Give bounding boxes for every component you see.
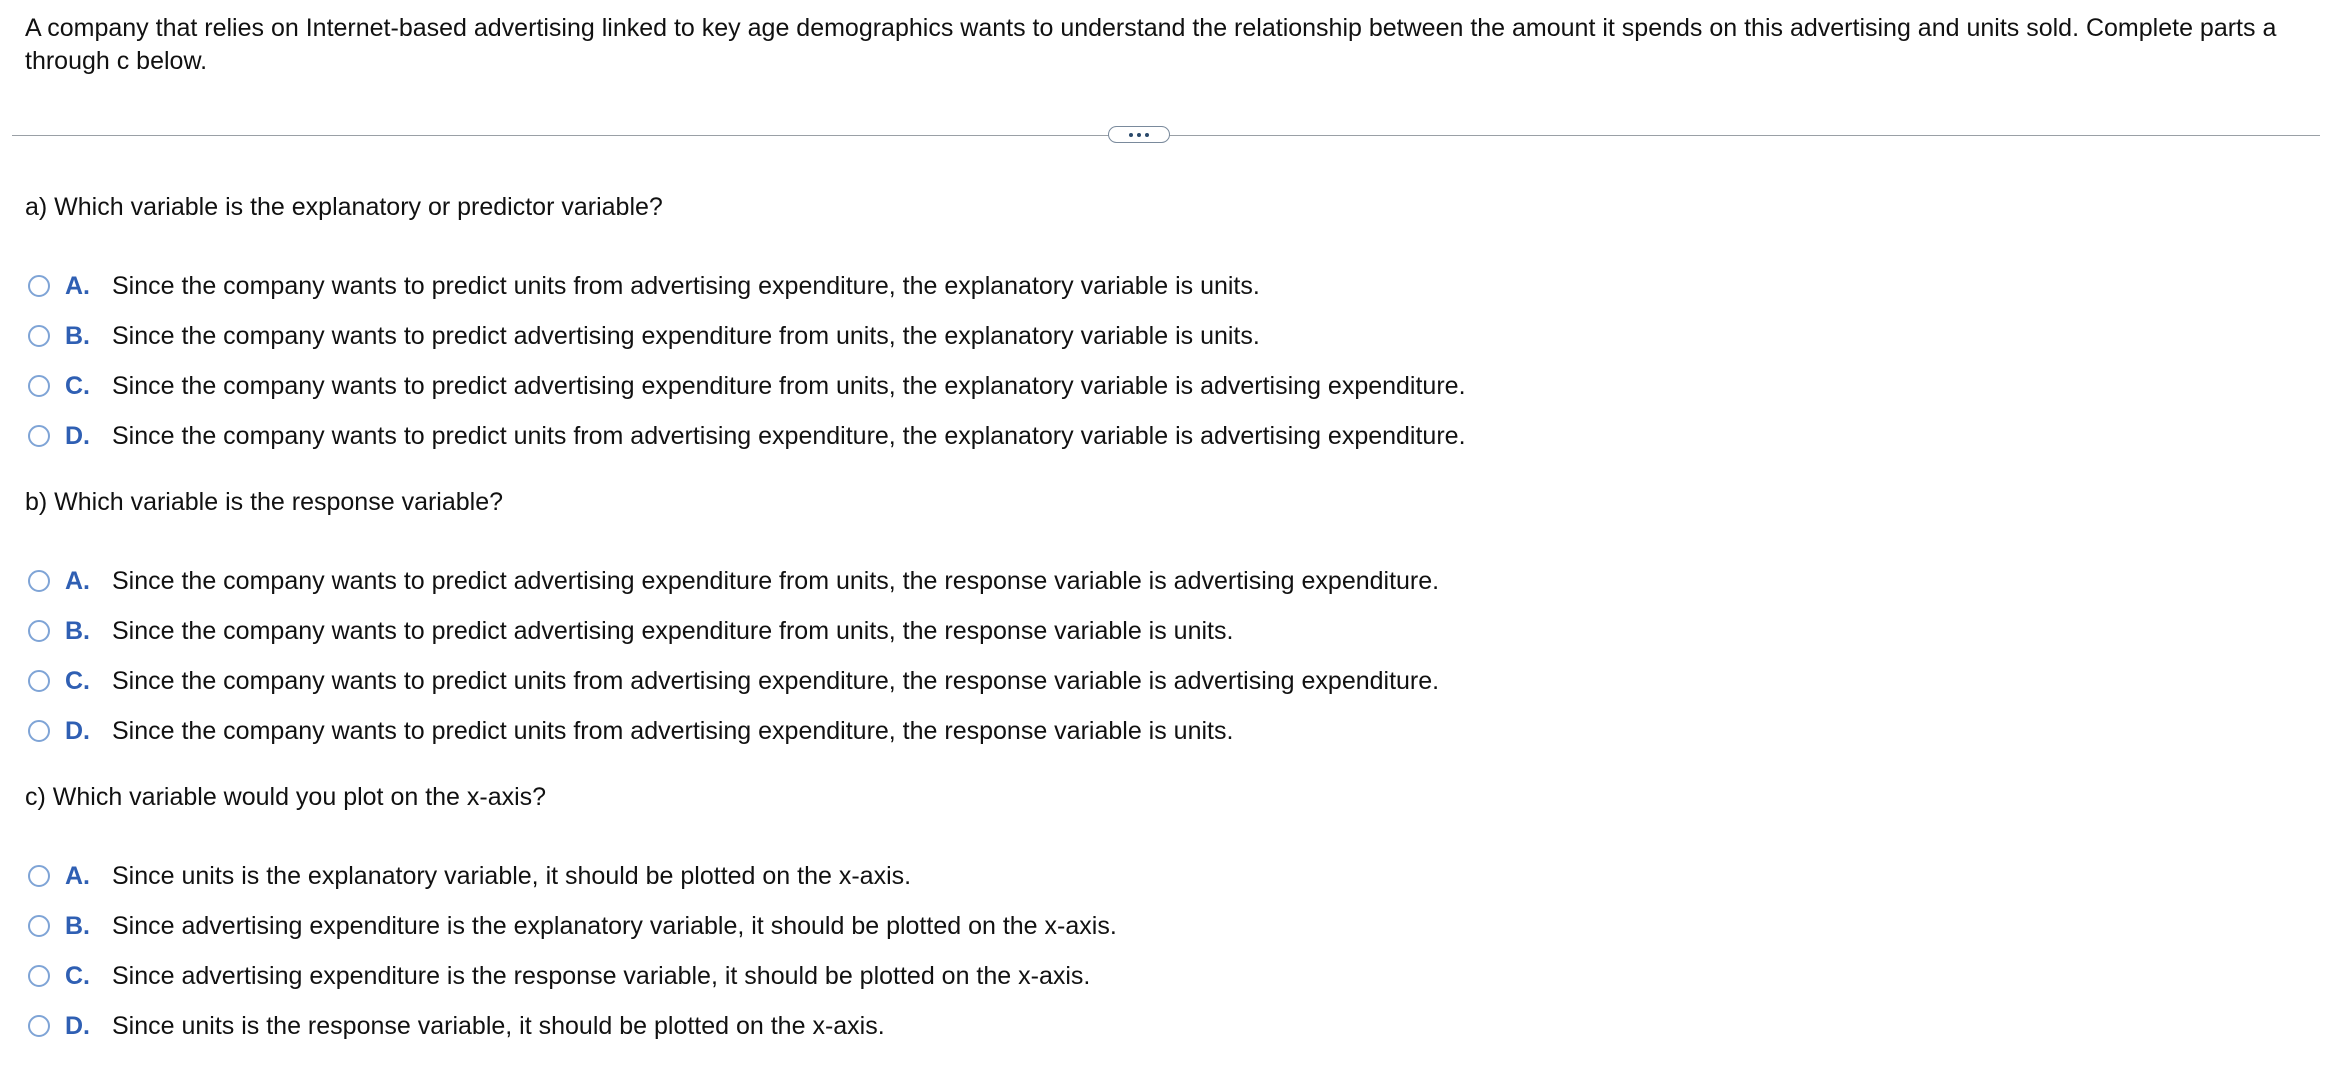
option-letter: D. xyxy=(65,1011,90,1040)
option-letter: D. xyxy=(65,421,90,450)
option-text: Since units is the response variable, it should be plotted on the x-axis. xyxy=(112,1011,885,1040)
option-text: Since units is the explanatory variable, it should be plotted on the x-axis. xyxy=(112,861,912,890)
option-letter: B. xyxy=(65,911,90,940)
option-text: Since the company wants to predict advertising expenditure from units, the response variable is advertising expenditure. xyxy=(112,566,1440,595)
ellipsis-icon xyxy=(1129,133,1133,137)
option-b-B[interactable] xyxy=(28,615,1233,647)
option-text: Since the company wants to predict units from advertising expenditure, the response variable is advertising expenditure. xyxy=(112,666,1440,695)
option-letter: C. xyxy=(65,666,90,695)
radio-button[interactable] xyxy=(28,375,50,397)
radio-button[interactable] xyxy=(28,425,50,447)
radio-button[interactable] xyxy=(28,915,50,937)
radio-button[interactable] xyxy=(28,570,50,592)
option-a-A[interactable] xyxy=(28,270,1260,302)
option-letter: D. xyxy=(65,716,90,745)
option-c-D[interactable] xyxy=(28,1010,885,1042)
radio-button[interactable] xyxy=(28,865,50,887)
question-c: c) Which variable would you plot on the x-axis? xyxy=(25,783,547,811)
option-letter: A. xyxy=(65,566,90,595)
option-letter: C. xyxy=(65,961,90,990)
radio-button[interactable] xyxy=(28,620,50,642)
option-b-A[interactable] xyxy=(28,565,1439,597)
option-text: Since advertising expenditure is the response variable, it should be plotted on the x-axis. xyxy=(112,961,1091,990)
option-a-D[interactable] xyxy=(28,420,1466,452)
option-c-B[interactable] xyxy=(28,910,1117,942)
option-text: Since the company wants to predict advertising expenditure from units, the explanatory variable is units. xyxy=(112,321,1260,350)
ellipsis-icon xyxy=(1145,133,1149,137)
expand-more-button[interactable] xyxy=(1108,126,1170,143)
option-text: Since advertising expenditure is the explanatory variable, it should be plotted on the x-axis. xyxy=(112,911,1117,940)
radio-button[interactable] xyxy=(28,1015,50,1037)
option-text: Since the company wants to predict advertising expenditure from units, the explanatory variable is advertising expenditure. xyxy=(112,371,1466,400)
option-text: Since the company wants to predict units from advertising expenditure, the explanatory variable is units. xyxy=(112,271,1260,300)
radio-button[interactable] xyxy=(28,275,50,297)
option-letter: A. xyxy=(65,271,90,300)
ellipsis-icon xyxy=(1137,133,1141,137)
option-letter: B. xyxy=(65,321,90,350)
question-a: a) Which variable is the explanatory or predictor variable? xyxy=(25,193,663,221)
option-c-A[interactable] xyxy=(28,860,911,892)
option-letter: B. xyxy=(65,616,90,645)
option-a-B[interactable] xyxy=(28,320,1260,352)
question-b: b) Which variable is the response variable? xyxy=(25,488,504,516)
option-text: Since the company wants to predict units from advertising expenditure, the explanatory variable is advertising expenditure. xyxy=(112,421,1466,450)
option-letter: A. xyxy=(65,861,90,890)
option-b-C[interactable] xyxy=(28,665,1439,697)
option-b-D[interactable] xyxy=(28,715,1233,747)
option-a-C[interactable] xyxy=(28,370,1466,402)
radio-button[interactable] xyxy=(28,720,50,742)
option-letter: C. xyxy=(65,371,90,400)
option-c-C[interactable] xyxy=(28,960,1090,992)
radio-button[interactable] xyxy=(28,965,50,987)
radio-button[interactable] xyxy=(28,325,50,347)
option-text: Since the company wants to predict units from advertising expenditure, the response variable is units. xyxy=(112,716,1234,745)
problem-intro: A company that relies on Internet-based advertising linked to key age demographics wants to understand the relationship between the amount it spends on this advertising and units sold. Complete parts a through c below. xyxy=(25,14,2277,75)
option-text: Since the company wants to predict advertising expenditure from units, the response variable is units. xyxy=(112,616,1234,645)
radio-button[interactable] xyxy=(28,670,50,692)
